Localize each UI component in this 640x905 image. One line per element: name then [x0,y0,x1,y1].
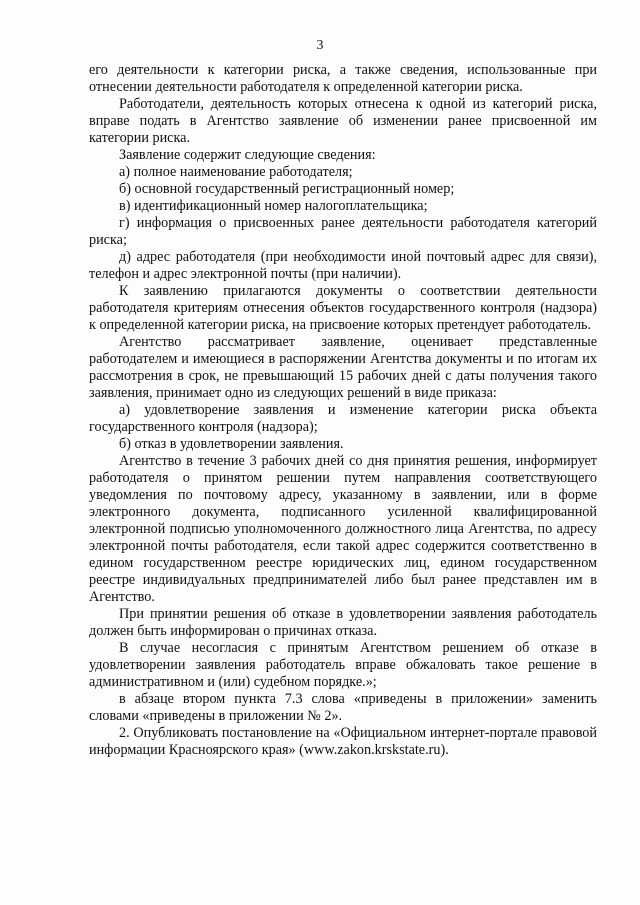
list-item: а) удовлетворение заявления и изменение категории риска объекта государственного контроля (надзора); [89,402,597,435]
list-item: д) адрес работодателя (при необходимости иной почтовый адрес для связи), телефон и адрес электронной почты (при наличии). [89,249,597,282]
list-item: а) полное наименование работодателя; [119,164,353,180]
list-item: б) основной государственный регистрационный номер; [119,181,455,197]
paragraph: Работодатели, деятельность которых отнесена к одной из категорий риска, вправе подать в Агентство заявление об изменении ранее присвоенной им категории риска. [89,96,597,146]
paragraph: 2. Опубликовать постановление на «Официальном интернет-портале правовой информации Красноярского края» (www.zakon.krskstate.ru). [89,725,597,758]
paragraph: Заявление содержит следующие сведения: [119,147,376,163]
paragraph: При принятии решения об отказе в удовлетворении заявления работодатель должен быть информирован о причинах отказа. [89,606,597,639]
paragraph: в абзаце втором пункта 7.3 слова «приведены в приложении» заменить словами «приведены в приложении № 2». [89,691,597,724]
paragraph: К заявлению прилагаются документы о соответствии деятельности работодателя критериям отнесения объектов государственного контроля (надзора) к определенной категории риска, на присвоение которых претендует работодатель. [89,283,597,333]
list-item: г) информация о присвоенных ранее деятельности работодателя категорий риска; [89,215,597,248]
list-item: б) отказ в удовлетворении заявления. [119,436,344,452]
paragraph: Агентство в течение 3 рабочих дней со дня принятия решения, информирует работодателя о принятом решении путем направления соответствующего уведомления по почтовому адресу, указанному в заявлении, или в форме электронного документа, подписанного усиленной квалифицированной электронной подписью уполномоченного должностного лица Агентства, по адресу электронной почты работодателя, если такой адрес содержится соответственно в едином государственном реестре юридических лиц, едином государственном реестре индивидуальных предпринимателей либо был ранее представлен им в Агентство. [89,453,597,605]
document-body [89,62,597,759]
page-number: 3 [316,38,324,53]
paragraph-continuation: его деятельности к категории риска, а также сведения, использованные при отнесении деятельности работодателя к определенной категории риска. [89,62,597,95]
list-item: в) идентификационный номер налогоплательщика; [119,198,428,214]
paragraph: Агентство рассматривает заявление, оценивает представленные работодателем и имеющиеся в распоряжении Агентства документы и по итогам их рассмотрения в срок, не превышающий 15 рабочих дней с даты получения такого заявления, принимает одно из следующих решений в виде приказа: [89,334,597,401]
paragraph: В случае несогласия с принятым Агентством решением об отказе в удовлетворении заявления работодатель вправе обжаловать такое решение в административном и (или) судебном порядке.»; [89,640,597,690]
